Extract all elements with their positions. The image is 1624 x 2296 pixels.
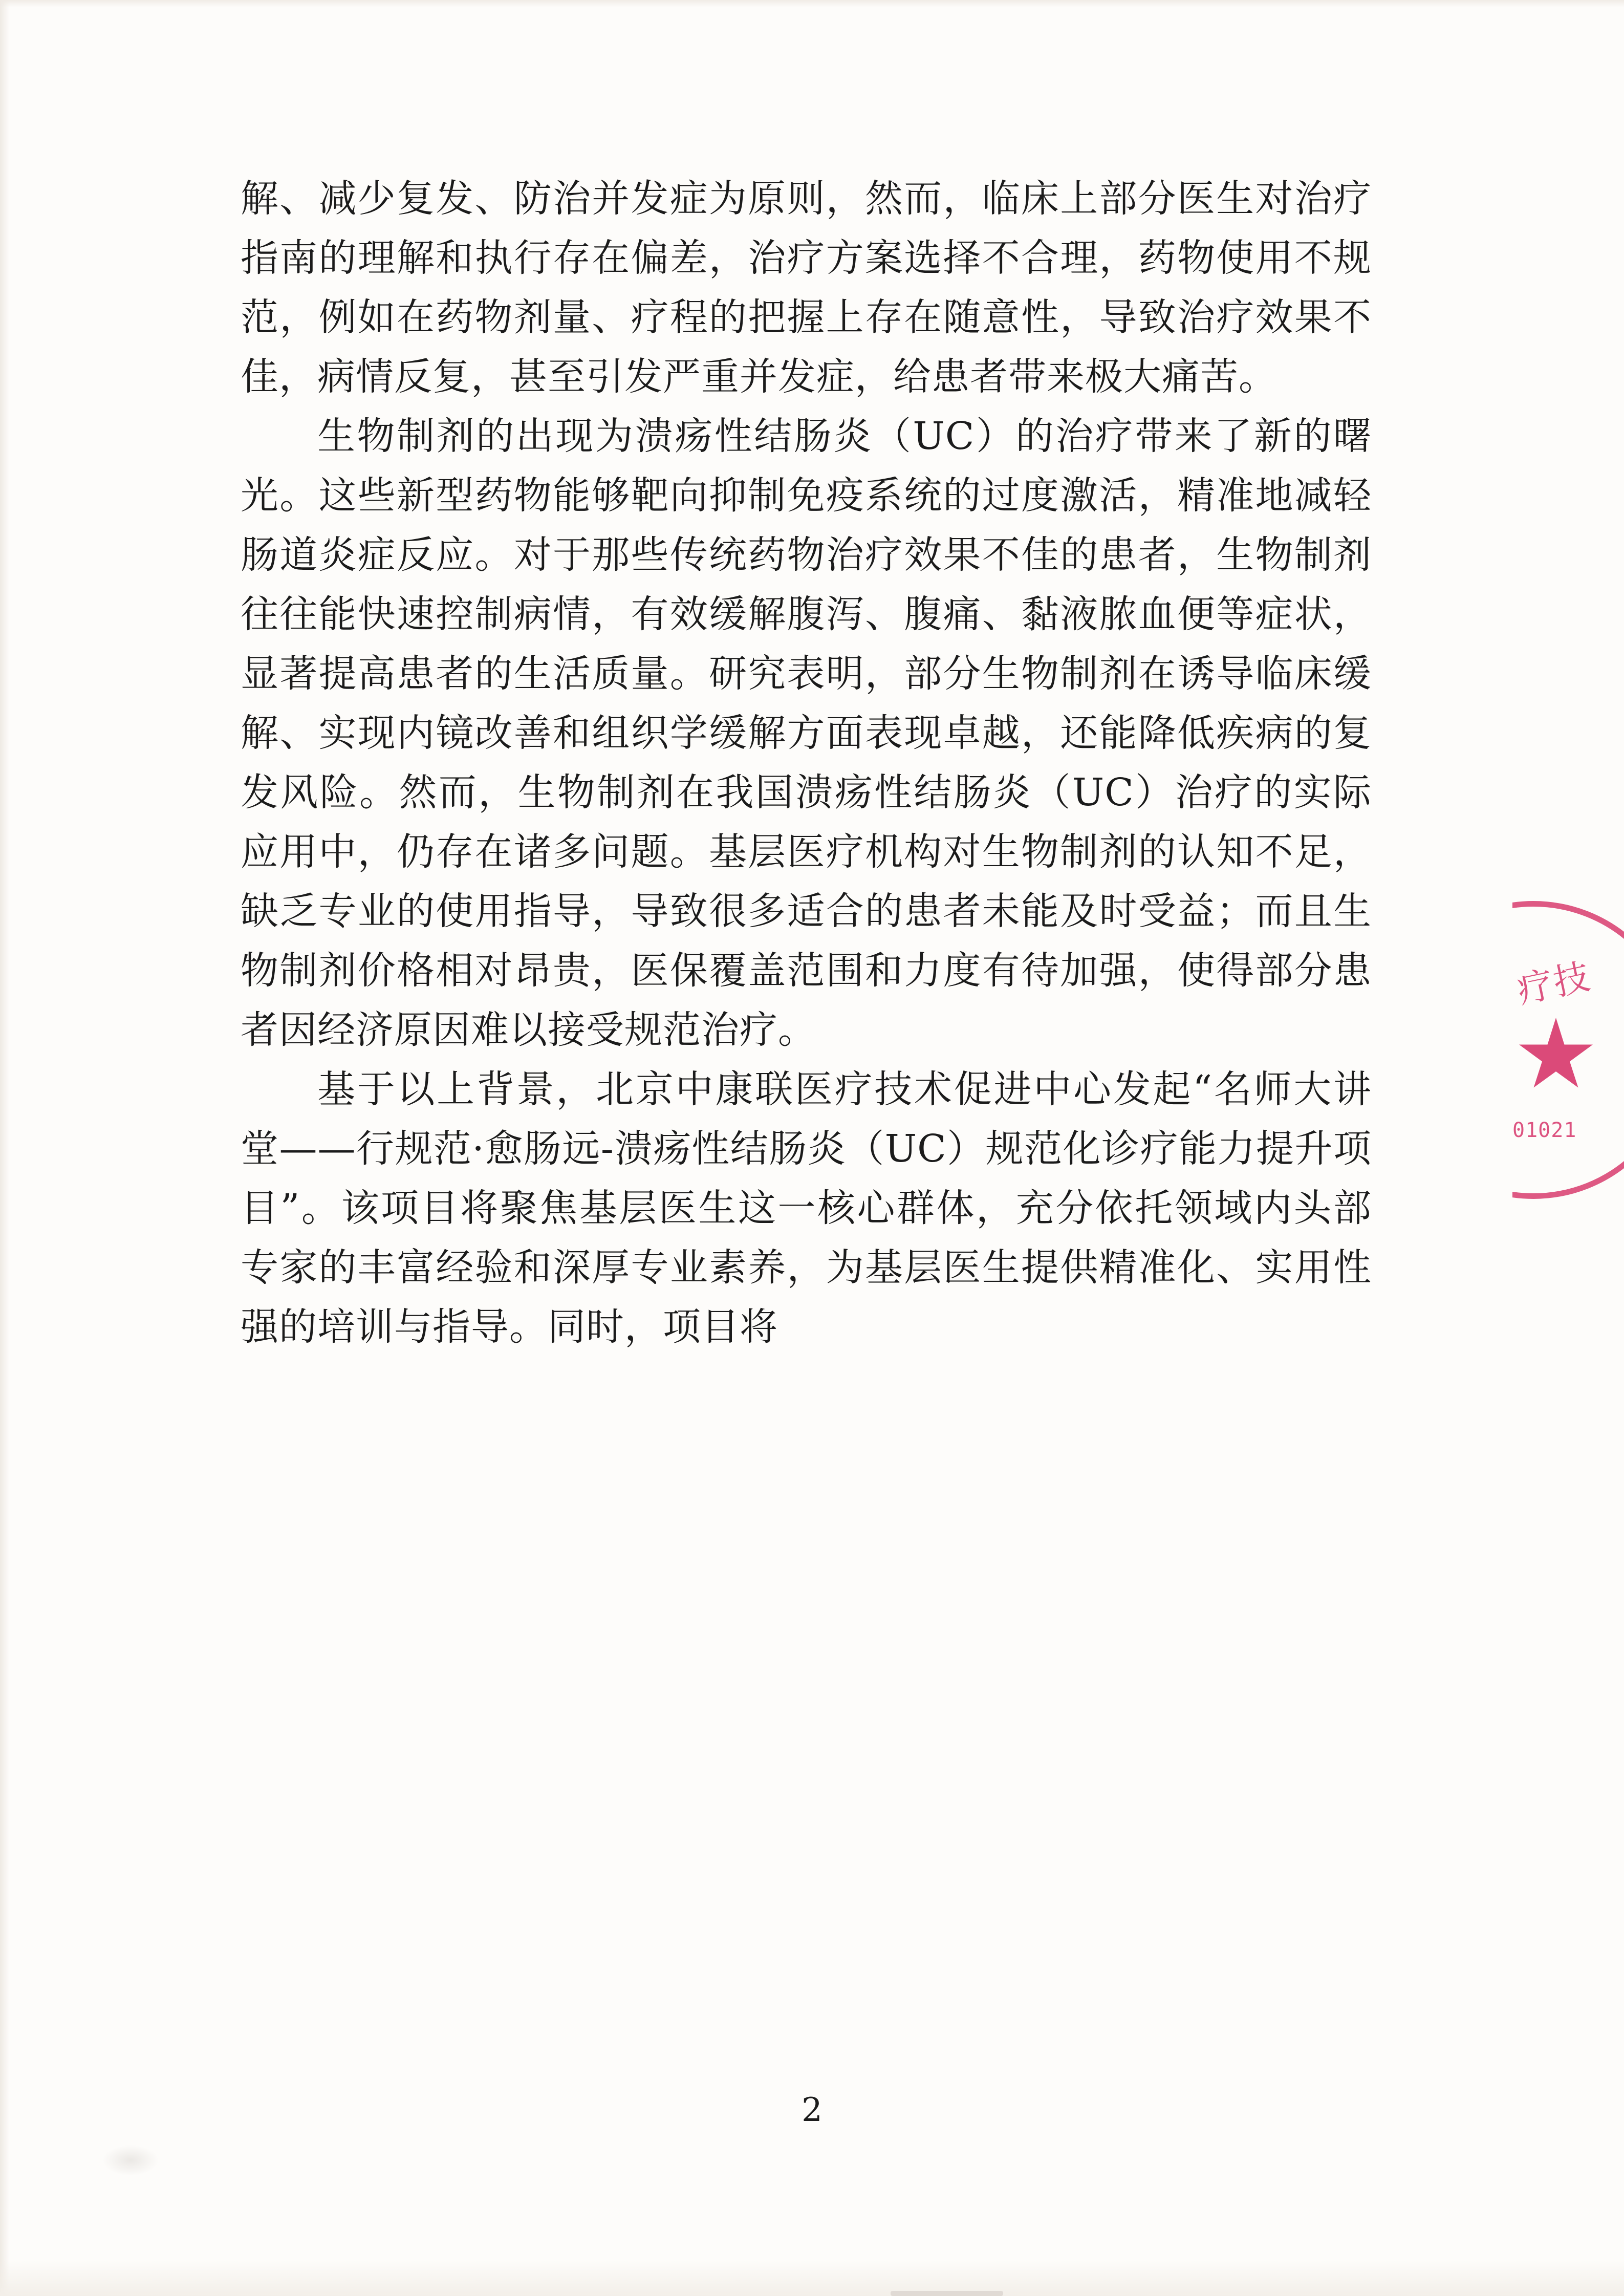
paragraph-3: 基于以上背景，北京中康联医疗技术促进中心发起“名师大讲堂——行规范·愈肠远-溃疡性结肠炎（UC）规范化诊疗能力提升项目”。该项目将聚焦基层医生这一核心群体，充分依托领域内头部专家的丰富经验和深厚专业素养，为基层医生提供精准化、实用性强的培训与指导。同时，项目将 [241,1067,1372,1349]
scan-edge-bottom [0,2260,1624,2296]
scan-smudge [102,2145,159,2176]
page-number: 2 [802,2091,822,2129]
official-red-stamp [1512,901,1624,1270]
paragraph-2: 生物制剂的出现为溃疡性结肠炎（UC）的治疗带来了新的曙光。这些新型药物能够靶向抑制免疫系统的过度激活，精准地减轻肠道炎症反应。对于那些传统药物治疗效果不佳的患者，生物制剂往往能快速控制病情，有效缓解腹泻、腹痛、黏液脓血便等症状，显著提高患者的生活质量。研究表明，部分生物制剂在诱导临床缓解、实现内镜改善和组织学缓解方面表现卓越，还能降低疾病的复发风险。然而，生物制剂在我国溃疡性结肠炎（UC）治疗的实际应用中，仍存在诸多问题。基层医疗机构对生物制剂的认知不足，缺乏专业的使用指导，导致很多适合的患者未能及时受益；而且生物制剂价格相对昂贵，医保覆盖范围和力度有待加强，使得部分患者因经济原因难以接受规范治疗。 [241,414,1372,1052]
stamp-text-top: 疗技 [1513,955,1595,1012]
paragraph-1: 解、减少复发、防治并发症为原则，然而，临床上部分医生对治疗指南的理解和执行存在偏差，治疗方案选择不合理，药物使用不规范，例如在药物剂量、疗程的把握上存在随意性，导致治疗效果不佳，病情反复，甚至引发严重并发症，给患者带来极大痛苦。 [241,177,1372,399]
document-body [241,169,1372,1357]
scan-artifact-mark [891,2291,1003,2296]
stamp-star-icon [1518,1018,1594,1095]
stamp-ring [1512,901,1624,1199]
scan-edge-top [0,0,1624,7]
stamp-text-bottom: 01021 [1512,1119,1577,1142]
scan-edge-left [0,0,9,2296]
